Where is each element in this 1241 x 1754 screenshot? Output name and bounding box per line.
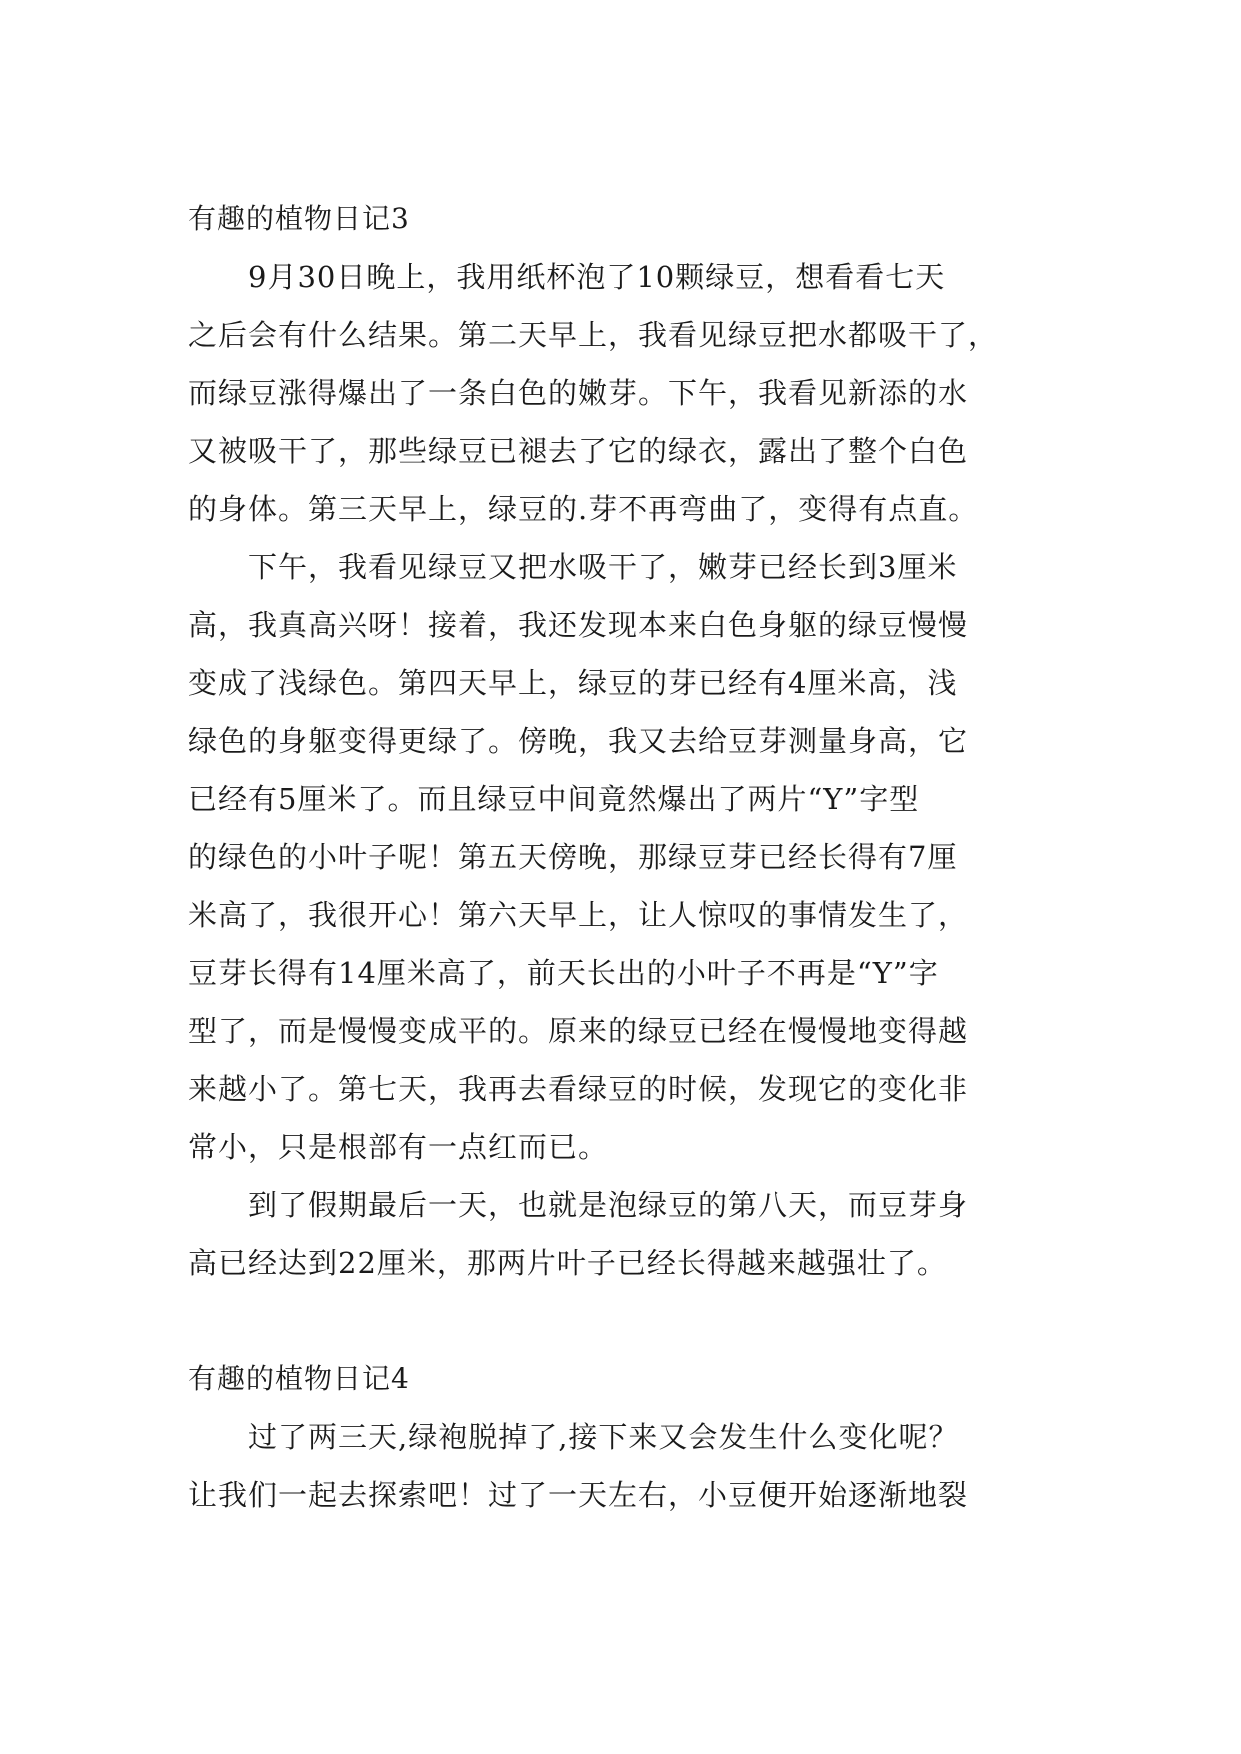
text-line: 高已经达到22厘米，那两片叶子已经长得越来越强壮了。 xyxy=(188,1246,947,1280)
section-title: 有趣的植物日记4 xyxy=(188,1362,410,1395)
text-line: 之后会有什么结果。第二天早上，我看见绿豆把水都吸干了， xyxy=(188,318,999,352)
text-line: 绿色的身躯变得更绿了。傍晚，我又去给豆芽测量身高，它 xyxy=(188,724,969,758)
section-spacer xyxy=(188,1292,1058,1350)
text-line: 变成了浅绿色。第四天早上，绿豆的芽已经有4厘米高，浅 xyxy=(188,666,958,700)
text-line: 又被吸干了，那些绿豆已褪去了它的绿衣，露出了整个白色 xyxy=(188,434,969,468)
text-line: 过了两三天,绿袍脱掉了,接下来又会发生什么变化呢？ xyxy=(188,1420,959,1454)
text-line: 的绿色的小叶子呢！第五天傍晚，那绿豆芽已经长得有7厘 xyxy=(188,840,958,874)
text-line: 下午，我看见绿豆又把水吸干了，嫩芽已经长到3厘米 xyxy=(188,550,958,584)
text-line: 9月30日晚上，我用纸杯泡了10颗绿豆，想看看七天 xyxy=(188,260,946,294)
document-page xyxy=(188,190,1058,1524)
text-line: 型了，而是慢慢变成平的。原来的绿豆已经在慢慢地变得越 xyxy=(188,1014,969,1048)
text-line: 常小，只是根部有一点红而已。 xyxy=(188,1130,609,1164)
text-line: 让我们一起去探索吧！过了一天左右，小豆便开始逐渐地裂 xyxy=(188,1478,969,1512)
text-line: 到了假期最后一天，也就是泡绿豆的第八天，而豆芽身 xyxy=(188,1188,969,1222)
text-line: 的身体。第三天早上，绿豆的.芽不再弯曲了，变得有点直。 xyxy=(188,492,979,526)
text-line: 高，我真高兴呀！接着，我还发现本来白色身躯的绿豆慢慢 xyxy=(188,608,969,642)
text-line: 已经有5厘米了。而且绿豆中间竟然爆出了两片“Y”字型 xyxy=(188,782,920,816)
paragraph xyxy=(188,1408,1058,1524)
paragraph xyxy=(188,538,1058,1176)
text-line: 豆芽长得有14厘米高了，前天长出的小叶子不再是“Y”字 xyxy=(188,956,939,990)
text-line: 米高了，我很开心！第六天早上，让人惊叹的事情发生了， xyxy=(188,898,969,932)
paragraph xyxy=(188,248,1058,538)
text-line: 而绿豆涨得爆出了一条白色的嫩芽。下午，我看见新添的水 xyxy=(188,376,969,410)
section-title: 有趣的植物日记3 xyxy=(188,202,410,235)
paragraph xyxy=(188,1176,1058,1292)
text-line: 来越小了。第七天，我再去看绿豆的时候，发现它的变化非 xyxy=(188,1072,969,1106)
